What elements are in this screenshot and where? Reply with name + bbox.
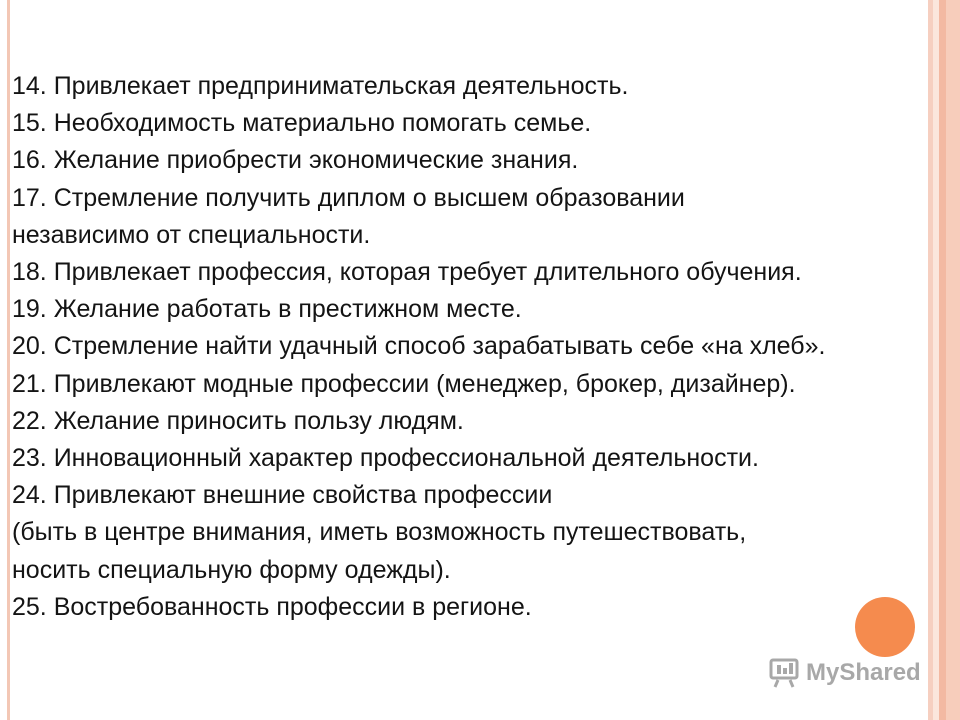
- watermark-text: MyShared: [806, 659, 921, 686]
- right-border-stripe: [946, 0, 960, 720]
- decorative-circle: [855, 597, 915, 657]
- list-item: 24. Привлекают внешние свойства профессии: [12, 481, 553, 510]
- list-item: 15. Необходимость материально помогать семье.: [12, 109, 592, 138]
- list-item: 25. Востребованность профессии в регионе.: [12, 592, 532, 621]
- list-item: 23. Инновационный характер профессиональной деятельности.: [12, 444, 759, 473]
- myshared-watermark: [768, 655, 921, 691]
- list-item: 22. Желание приносить пользу людям.: [12, 406, 464, 435]
- list-item: 18. Привлекает профессия, которая требует длительного обучения.: [12, 258, 802, 287]
- list-item: 14. Привлекает предпринимательская деятельность.: [12, 72, 629, 100]
- right-border-stripe: [939, 0, 946, 720]
- list-item: 20. Стремление найти удачный способ зарабатывать себе «на хлеб».: [12, 332, 826, 361]
- list-item-continuation: носить специальную форму одежды).: [12, 555, 451, 584]
- list-item: 17. Стремление получить диплом о высшем образовании: [12, 183, 685, 212]
- list-item: 16. Желание приобрести экономические знания.: [12, 146, 579, 175]
- list-item: 19. Желание работать в престижном месте.: [12, 295, 522, 324]
- list-item: 21. Привлекают модные профессии (менеджер, брокер, дизайнер).: [12, 369, 796, 398]
- list-item-continuation: (быть в центре внимания, иметь возможность путешествовать,: [12, 518, 747, 547]
- motives-list: [12, 68, 932, 626]
- list-item-continuation: независимо от специальности.: [12, 220, 371, 249]
- left-border-line: [7, 0, 10, 720]
- myshared-logo-icon: [768, 656, 802, 690]
